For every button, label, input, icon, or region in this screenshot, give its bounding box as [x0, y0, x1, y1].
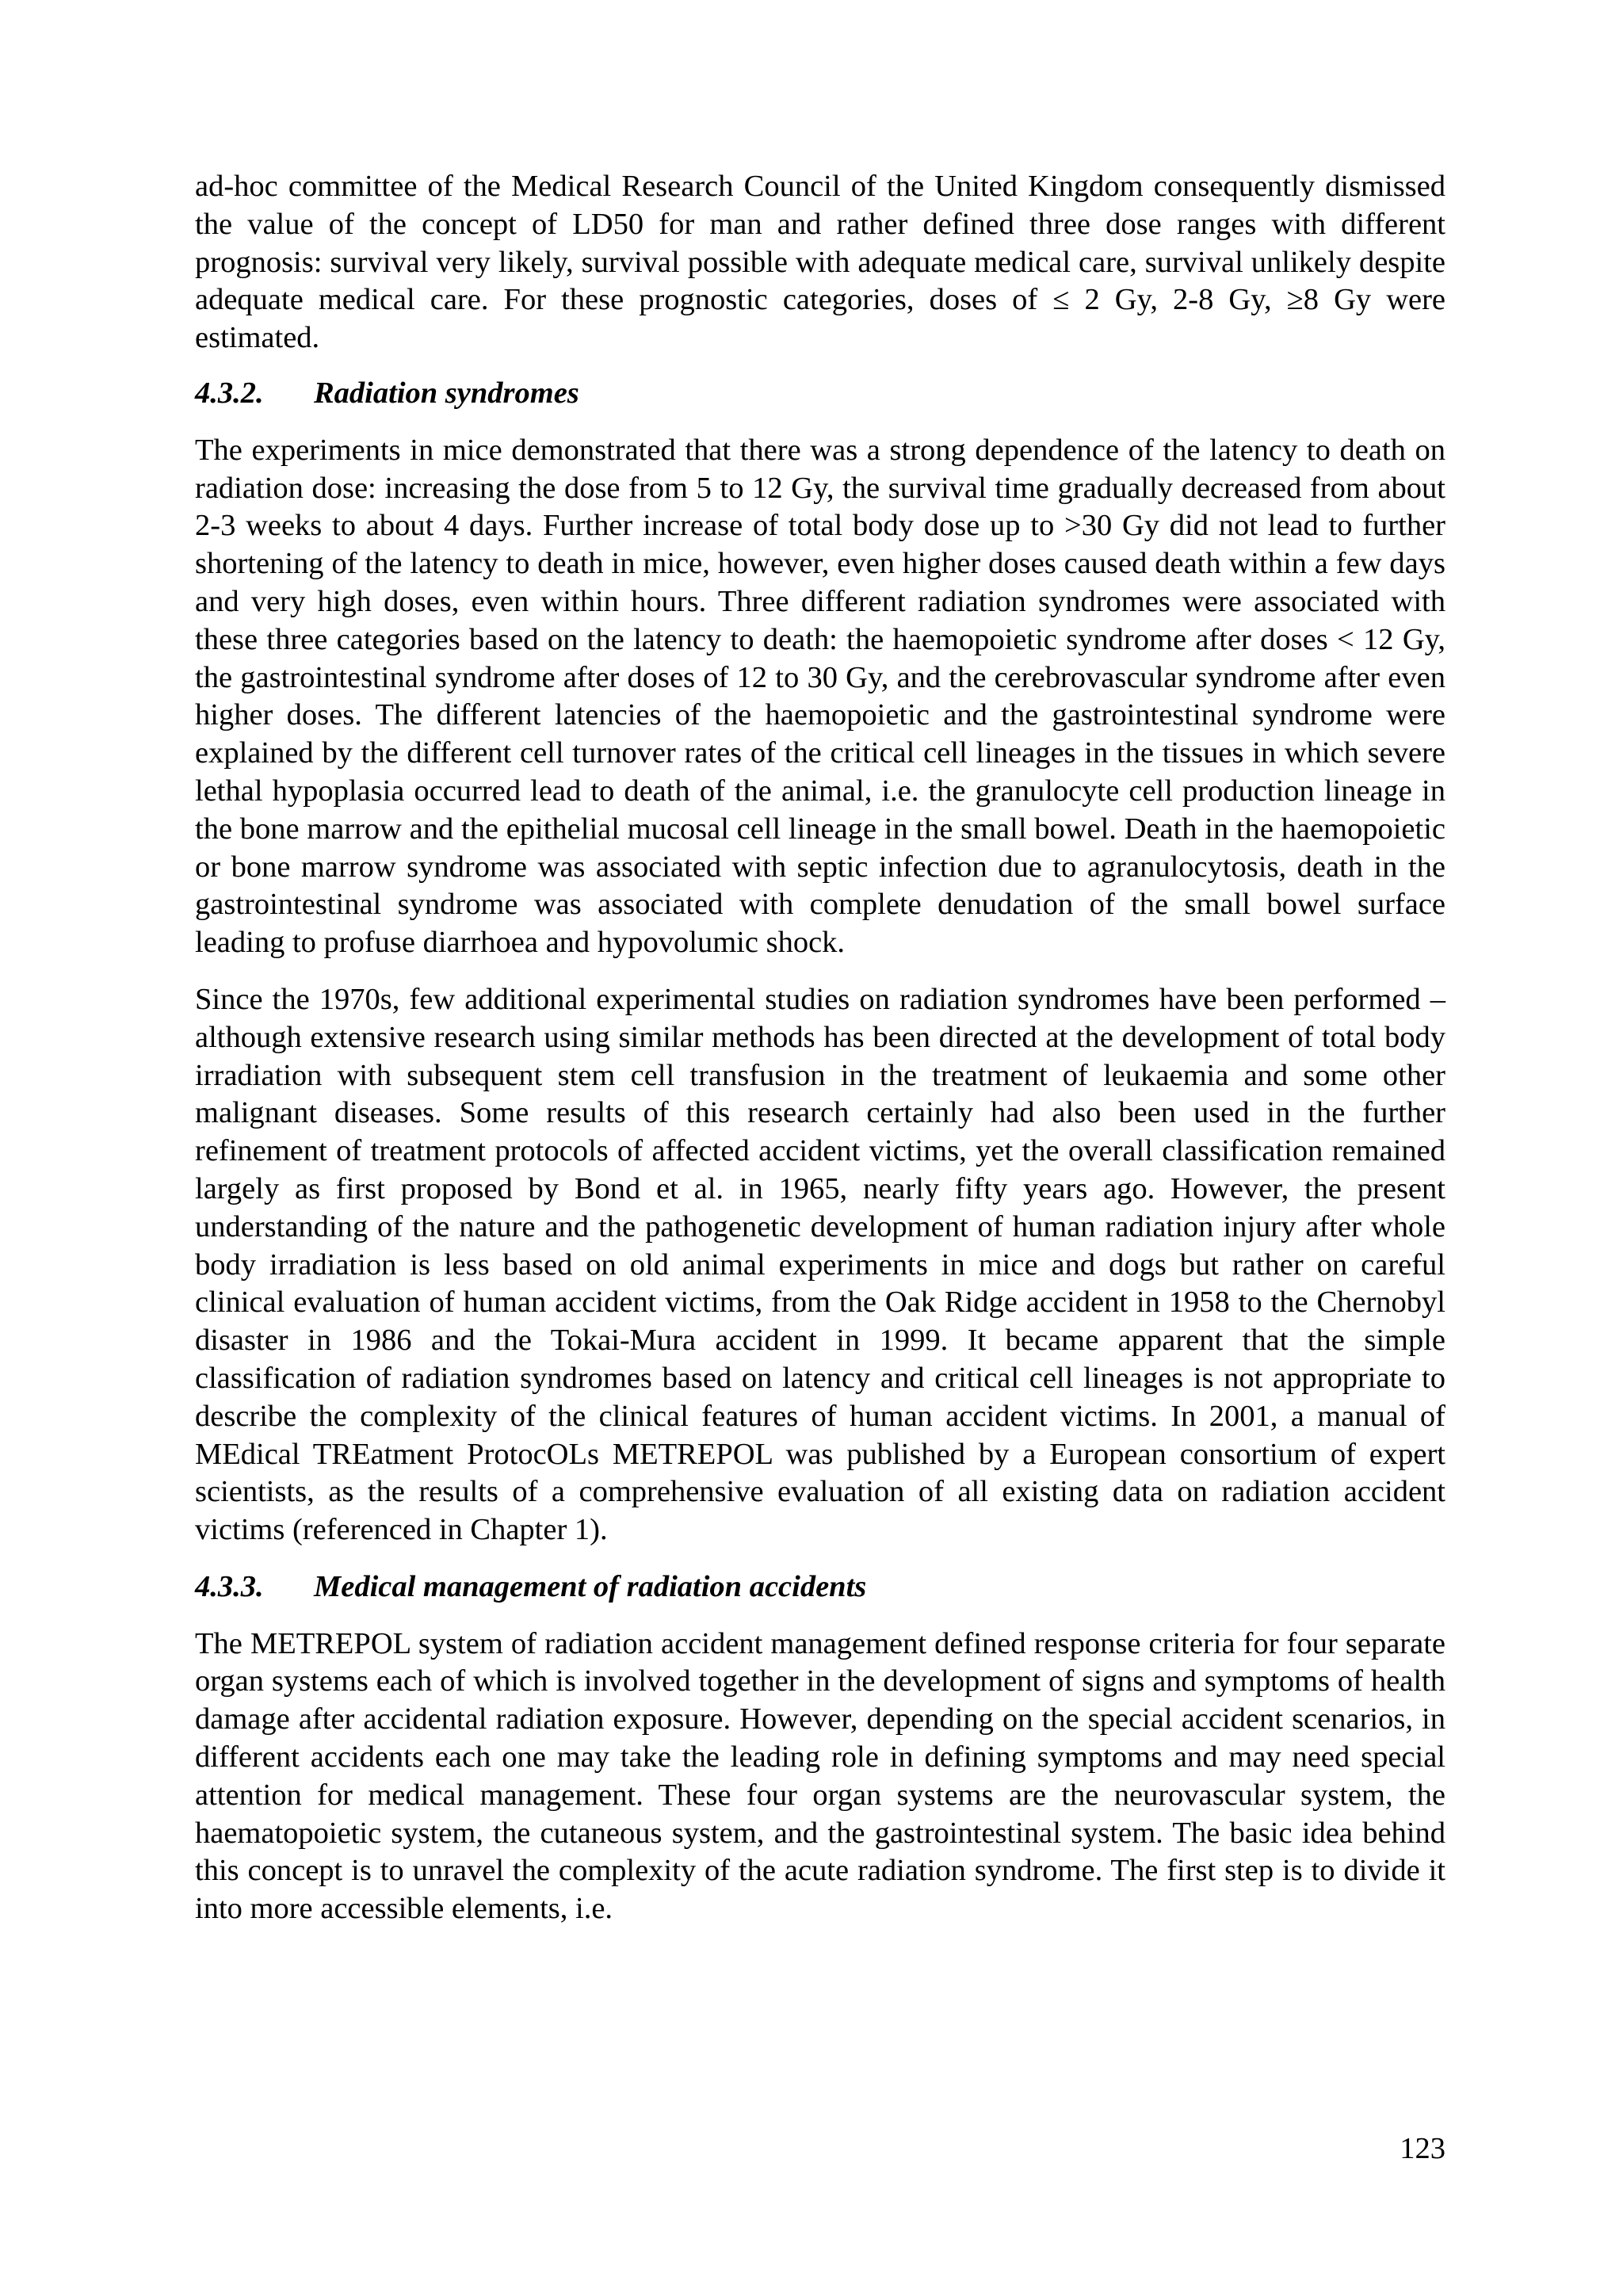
section-number: 4.3.3.: [195, 1569, 264, 1603]
paragraph-mice-experiments: The experiments in mice demonstrated that there was a strong dependence of the latency to death on radiation dose: increasing the dose from 5 to 12 Gy, the survival time gradually decreased from about 2-3 weeks to about 4 days. Further increase of total body dose up to >30 Gy did not lead to further shortening of the latency to death in mice, however, even higher doses caused death within a few days and very high doses, even within hours. Three different radiation syndromes were associated with these three categories based on the latency to death: the haemopoietic syndrome after doses < 12 Gy, the gastrointestinal syndrome after doses of 12 to 30 Gy, and the cerebrovascular syndrome after even higher doses. The different latencies of the haemopoietic and the gastrointestinal syndrome were explained by the different cell turnover rates of the critical cell lineages in the tissues in which severe lethal hypoplasia occurred lead to death of the animal, i.e. the granulocyte cell production lineage in the bone marrow and the epithelial mucosal cell lineage in the small bowel. Death in the haemopoietic or bone marrow syndrome was associated with septic infection due to agranulocytosis, death in the gastrointestinal syndrome was associated with complete denudation of the small bowel surface leading to profuse diarrhoea and hypovolumic shock.: [195, 433, 1445, 960]
section-title: Medical management of radiation accidents: [314, 1569, 867, 1603]
page-body: [195, 168, 1445, 1928]
section-title: Radiation syndromes: [314, 376, 579, 410]
section-heading-radiation-syndromes: [195, 375, 1445, 413]
page-number: 123: [1400, 2132, 1445, 2165]
section-number: 4.3.2.: [195, 376, 264, 410]
section-heading-medical-management: [195, 1568, 1445, 1606]
paragraph-ld50-dose-ranges: ad-hoc committee of the Medical Research Council of the United Kingdom consequently dismissed the value of the concept of LD50 for man and rather defined three dose ranges with different prognosis: survival very likely, survival possible with adequate medical care, survival unlikely despite adequate medical care. For these prognostic categories, doses of ≤ 2 Gy, 2-8 Gy, ≥8 Gy were estimated.: [195, 170, 1445, 355]
paragraph-metrepol-history: Since the 1970s, few additional experimental studies on radiation syndromes have been performed – although extensive research using similar methods has been directed at the development of total body irradiation with subsequent stem cell transfusion in the treatment of leukaemia and some other malignant diseases. Some results of this research certainly had also been used in the further refinement of treatment protocols of affected accident victims, yet the overall classification remained largely as first proposed by Bond et al. in 1965, nearly fifty years ago. However, the present understanding of the nature and the pathogenetic development of human radiation injury after whole body irradiation is less based on old animal experiments in mice and dogs but rather on careful clinical evaluation of human accident victims, from the Oak Ridge accident in 1958 to the Chernobyl disaster in 1986 and the Tokai-Mura accident in 1999. It became apparent that the simple classification of radiation syndromes based on latency and critical cell lineages is not appropriate to describe the complexity of the clinical features of human accident victims. In 2001, a manual of MEdical TREatment ProtocOLs METREPOL was published by a European consortium of expert scientists, as the results of a comprehensive evaluation of all existing data on radiation accident victims (referenced in Chapter 1).: [195, 982, 1445, 1547]
paragraph-metrepol-system: The METREPOL system of radiation accident management defined response criteria for four separate organ systems each of which is involved together in the development of signs and symptoms of health damage after accidental radiation exposure. However, depending on the special accident scenarios, in different accidents each one may take the leading role in defining symptoms and may need special attention for medical management. These four organ systems are the neurovascular system, the haematopoietic system, the cutaneous system, and the gastrointestinal system. The basic idea behind this concept is to unravel the complexity of the acute radiation syndrome. The first step is to divide it into more accessible elements, i.e.: [195, 1626, 1445, 1926]
